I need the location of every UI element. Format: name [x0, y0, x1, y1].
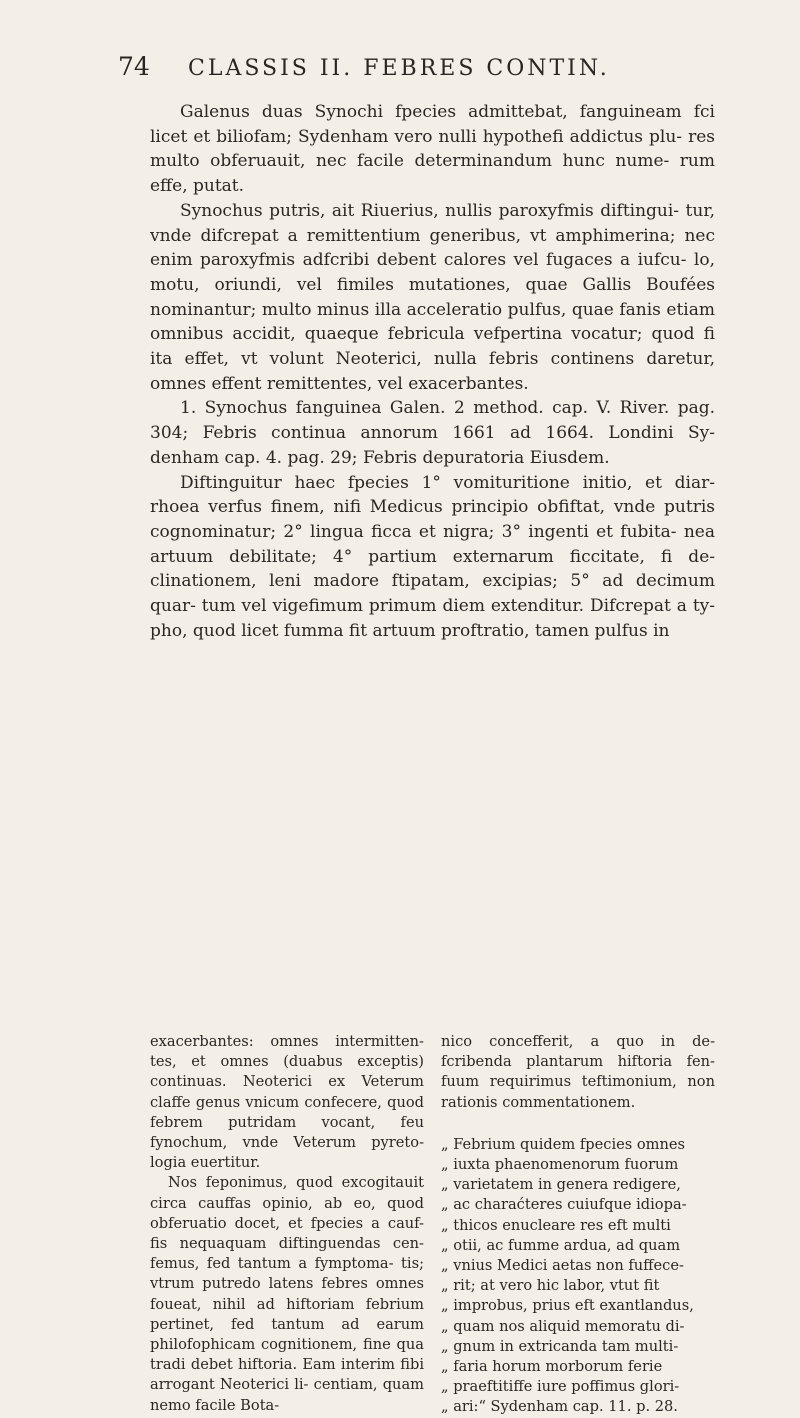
page-header [118, 52, 718, 92]
paragraph: Diftinguitur haec fpecies 1° vomituritione initio, et diar- rhoea verfus finem, nifi Medicus principio obfiftat, vnde putris cognominatur; 2° lingua ficca et nigra; 3° ingenti et fubita- nea artuum debilitate; 4° partium externarum ficcitate, fi de- clinationem, leni madore ftipatam, excipias; 5° ad decimum quar- tum vel vigefimum primum diem extenditur. Difcrepat a ty- pho, quod licet fumma fit artuum proftratio, tamen pulfus in [150, 472, 715, 641]
quote-line: „ quam nos aliquid memoratu di- [441, 1317, 685, 1335]
quote-line: „ ac charaćteres cuiufque idiopa- [441, 1196, 687, 1214]
quote-line: „ iuxta phaenomenorum fuorum [441, 1156, 679, 1174]
footnote-paragraph: exacerbantes: omnes intermitten- tes, et omnes (duabus exceptis) continuas. Neoterici ex Veterum claffe genus vnicum confecere, quod febrem putridam vocant, feu fynochum, vnde Veterum pyreto- logia euertitur. [150, 1033, 424, 1172]
quote-line: „ vnius Medici aetas non fuffece- [441, 1257, 684, 1275]
quote-line: „ gnum in extricanda tam multi- [441, 1337, 679, 1355]
quote-line: „ Febrium quidem fpecies omnes [441, 1135, 686, 1153]
page-number: 74 [118, 52, 150, 81]
quote-line: „ ari:“ Sydenham cap. 11. p. 28. [441, 1398, 678, 1416]
paragraph: 1. Synochus fanguinea Galen. 2 method. cap. V. River. pag. 304; Febris continua annorum 1661 ad 1664. Londini Sy- denham cap. 4. pag. 29; Febris depuratoria Eiusdem. [150, 398, 715, 468]
paragraph: Synochus putris, ait Riuerius, nullis paroxyfmis diftingui- tur, vnde difcrepat a remittentium generibus, vt amphimerina; nec enim paroxyfmis adfcribi debent calores vel fugaces a iufcu- lo, motu, oriundi, vel fimiles mutationes, quae Gallis Boufées nominantur; multo minus illa acceleratio pulfus, quae fanis etiam omnibus accidit, quaeque febricula vefpertina vocatur; quod fi ita effet, vt volunt Neoterici, nulla febris continens daretur, omnes effent remittentes, vel exacerbantes. [150, 200, 715, 394]
main-text [150, 100, 715, 643]
quote-line: „ improbus, prius eft exantlandus, [441, 1297, 694, 1315]
footnote-quote [441, 1135, 715, 1418]
footnote-paragraph: Nos feponimus, quod excogitauit circa cauffas opinio, ab eo, quod obferuatio docet, et fpecies a cauf- fis nequaquam diftinguendas cen- femus, fed tantum a fymptoma- tis; vtrum putredo latens febres omnes foueat, nihil ad hiftoriam febrium pertinet, fed tantum ad earum philofophicam cognitionem, fine qua tradi debet hiftoria. Eam interim fibi arrogant Neoterici li- centiam, quam nemo facile Bota- [150, 1174, 424, 1414]
quote-line: „ rit; at vero hic labor, vtut fit [441, 1277, 660, 1295]
quote-line: „ varietatem in genera redigere, [441, 1176, 681, 1194]
footnote-right-column [441, 1032, 715, 1418]
quote-line: „ praeftitiffe iure poffimus glori- [441, 1378, 680, 1396]
quote-line: „ thicos enucleare res eft multi [441, 1216, 671, 1234]
footnote-columns [150, 1032, 715, 1418]
quote-line: „ faria horum morborum ferie [441, 1358, 663, 1376]
footnote-paragraph: nico concefferit, a quo in de- fcribenda plantarum hiftoria fen- fuum requirimus teftimonium, non rationis commentationem. [441, 1033, 715, 1111]
quote-line: „ otii, ac fumme ardua, ad quam [441, 1236, 681, 1254]
paragraph: Galenus duas Synochi fpecies admittebat, fanguineam fci licet et biliofam; Sydenham vero nulli hypothefi addictus plu- res multo obferuauit, nec facile determinandum hunc nume- rum effe, putat. [150, 102, 715, 197]
running-head: CLASSIS II. FEBRES CONTIN. [188, 56, 610, 81]
footnote-left-column [150, 1032, 424, 1418]
